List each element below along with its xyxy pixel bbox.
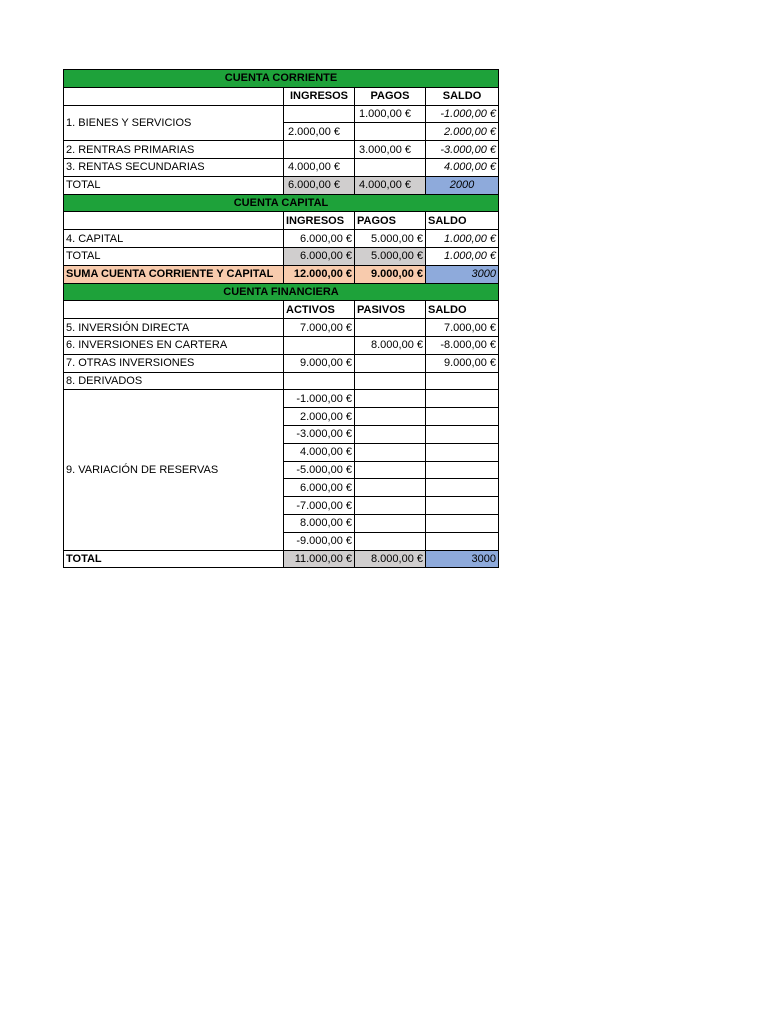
cell[interactable]: 5.000,00 € <box>355 230 426 248</box>
row-label[interactable]: 5. INVERSIÓN DIRECTA <box>64 319 284 337</box>
row-label[interactable]: TOTAL <box>64 550 284 568</box>
cell[interactable]: 4.000,00 € <box>355 176 426 194</box>
column-header-row <box>64 212 499 230</box>
cell[interactable]: 7.000,00 € <box>284 319 355 337</box>
balance-table <box>63 69 499 568</box>
cell[interactable] <box>355 354 426 372</box>
cell[interactable]: 5.000,00 € <box>355 247 426 265</box>
cell[interactable]: 2.000,00 € <box>284 123 355 141</box>
column-header[interactable]: ACTIVOS <box>284 301 355 319</box>
cell[interactable] <box>284 141 355 159</box>
cell[interactable] <box>355 390 426 408</box>
cell[interactable]: 9.000,00 € <box>355 265 426 283</box>
cell[interactable] <box>355 532 426 550</box>
total-row <box>64 550 499 568</box>
cell[interactable]: -7.000,00 € <box>284 497 355 515</box>
cell[interactable]: 2.000,00 € <box>426 123 499 141</box>
cell[interactable]: 9.000,00 € <box>284 354 355 372</box>
cell[interactable]: 1.000,00 € <box>355 105 426 123</box>
cell[interactable] <box>355 319 426 337</box>
row-label[interactable]: 6. INVERSIONES EN CARTERA <box>64 336 284 354</box>
cell[interactable]: -8.000,00 € <box>426 336 499 354</box>
cell[interactable]: 1.000,00 € <box>426 230 499 248</box>
column-header[interactable]: PAGOS <box>355 212 426 230</box>
table-row <box>64 336 499 354</box>
section-header-capital <box>64 194 499 212</box>
row-label[interactable]: 7. OTRAS INVERSIONES <box>64 354 284 372</box>
cell[interactable] <box>426 532 499 550</box>
table-row <box>64 141 499 159</box>
section-title: CUENTA CORRIENTE <box>64 70 499 88</box>
cell[interactable] <box>284 105 355 123</box>
cell[interactable] <box>355 408 426 426</box>
cell[interactable] <box>284 336 355 354</box>
cell[interactable] <box>426 372 499 390</box>
cell[interactable]: 8.000,00 € <box>284 514 355 532</box>
cell[interactable] <box>355 372 426 390</box>
cell[interactable] <box>426 390 499 408</box>
row-label[interactable]: 4. CAPITAL <box>64 230 284 248</box>
section-title: CUENTA CAPITAL <box>64 194 499 212</box>
cell[interactable]: 6.000,00 € <box>284 479 355 497</box>
row-label[interactable]: 2. RENTRAS PRIMARIAS <box>64 141 284 159</box>
cell[interactable]: 3.000,00 € <box>355 141 426 159</box>
cell[interactable]: 3000 <box>426 550 499 568</box>
section-header-financiera <box>64 283 499 301</box>
cell[interactable]: -1.000,00 € <box>284 390 355 408</box>
cell[interactable] <box>426 461 499 479</box>
cell[interactable] <box>355 497 426 515</box>
table-row <box>64 158 499 176</box>
cell[interactable] <box>355 425 426 443</box>
cell[interactable]: -9.000,00 € <box>284 532 355 550</box>
column-header[interactable]: PAGOS <box>355 87 426 105</box>
total-row <box>64 176 499 194</box>
column-header[interactable]: PASIVOS <box>355 301 426 319</box>
cell[interactable]: 12.000,00 € <box>284 265 355 283</box>
total-row <box>64 247 499 265</box>
cell[interactable]: -3.000,00 € <box>284 425 355 443</box>
cell[interactable] <box>355 479 426 497</box>
cell[interactable]: -3.000,00 € <box>426 141 499 159</box>
cell[interactable] <box>355 443 426 461</box>
cell[interactable] <box>426 408 499 426</box>
cell[interactable] <box>426 514 499 532</box>
cell[interactable]: -1.000,00 € <box>426 105 499 123</box>
table-row <box>64 105 499 123</box>
cell[interactable]: -5.000,00 € <box>284 461 355 479</box>
column-header[interactable]: SALDO <box>426 212 499 230</box>
suma-row <box>64 265 499 283</box>
section-header-corriente <box>64 70 499 88</box>
row-label[interactable]: TOTAL <box>64 176 284 194</box>
cell[interactable]: 4.000,00 € <box>284 158 355 176</box>
section-title: CUENTA FINANCIERA <box>64 283 499 301</box>
row-label[interactable]: 9. VARIACIÓN DE RESERVAS <box>64 390 284 550</box>
table-row <box>64 230 499 248</box>
cell[interactable] <box>426 443 499 461</box>
cell[interactable]: 4.000,00 € <box>426 158 499 176</box>
cell[interactable]: 7.000,00 € <box>426 319 499 337</box>
row-label[interactable]: TOTAL <box>64 247 284 265</box>
cell[interactable] <box>355 461 426 479</box>
table-row <box>64 354 499 372</box>
cell[interactable]: 3000 <box>426 265 499 283</box>
cell[interactable]: 6.000,00 € <box>284 247 355 265</box>
column-header[interactable]: SALDO <box>426 301 499 319</box>
cell[interactable]: 8.000,00 € <box>355 550 426 568</box>
cell[interactable] <box>426 479 499 497</box>
cell[interactable]: 8.000,00 € <box>355 336 426 354</box>
column-header[interactable]: INGRESOS <box>284 87 355 105</box>
cell[interactable]: 11.000,00 € <box>284 550 355 568</box>
column-header-row <box>64 301 499 319</box>
table-row <box>64 390 499 408</box>
empty-cell[interactable] <box>64 87 284 105</box>
table-row <box>64 372 499 390</box>
row-label[interactable]: 1. BIENES Y SERVICIOS <box>64 105 284 141</box>
column-header[interactable]: INGRESOS <box>284 212 355 230</box>
cell[interactable] <box>355 158 426 176</box>
cell[interactable] <box>426 497 499 515</box>
cell[interactable] <box>355 123 426 141</box>
empty-cell[interactable] <box>64 212 284 230</box>
cell[interactable]: 1.000,00 € <box>426 247 499 265</box>
cell[interactable] <box>426 425 499 443</box>
cell[interactable]: 6.000,00 € <box>284 176 355 194</box>
row-label[interactable]: SUMA CUENTA CORRIENTE Y CAPITAL <box>64 265 284 283</box>
column-header[interactable]: SALDO <box>426 87 499 105</box>
cell[interactable]: 4.000,00 € <box>284 443 355 461</box>
row-label[interactable]: 3. RENTAS SECUNDARIAS <box>64 158 284 176</box>
cell[interactable]: 2000 <box>426 176 499 194</box>
cell[interactable]: 9.000,00 € <box>426 354 499 372</box>
cell[interactable]: 6.000,00 € <box>284 230 355 248</box>
row-label[interactable]: 8. DERIVADOS <box>64 372 284 390</box>
cell[interactable] <box>355 514 426 532</box>
cell[interactable]: 2.000,00 € <box>284 408 355 426</box>
empty-cell[interactable] <box>64 301 284 319</box>
cell[interactable] <box>284 372 355 390</box>
column-header-row <box>64 87 499 105</box>
table-row <box>64 319 499 337</box>
